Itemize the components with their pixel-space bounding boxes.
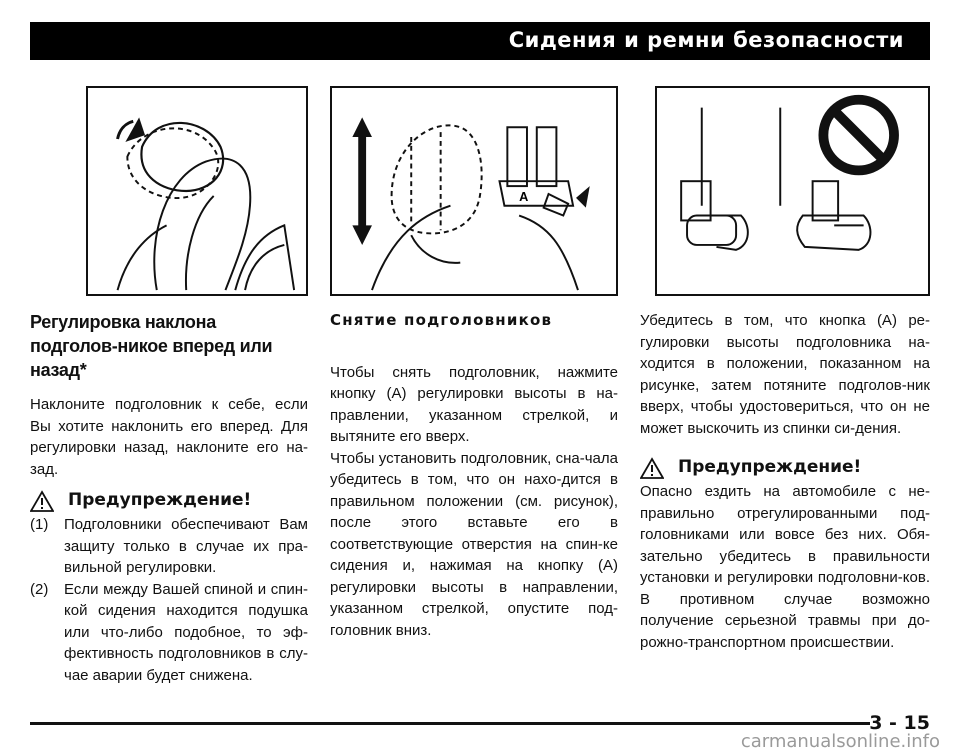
column-headrest-removal xyxy=(330,310,618,641)
warning-item-number: (1) xyxy=(30,516,49,533)
warning-block-2 xyxy=(640,457,930,479)
warning-title-1: Предупреждение! xyxy=(68,490,252,511)
watermark: carmanualsonline.info xyxy=(740,731,940,752)
callout-label-a: A xyxy=(519,188,529,204)
headrest-removal-illustration xyxy=(332,88,616,294)
page-number: 3 - 15 xyxy=(869,712,930,734)
header-bar xyxy=(30,22,930,60)
removal-heading: Снятие подголовников xyxy=(330,311,553,329)
warning-item-text: Подголовники обеспечивают Вам защиту только в случае их пра-вильной регулировки. xyxy=(64,516,308,576)
warning-item-number: (2) xyxy=(30,580,49,598)
figure-button-position xyxy=(655,86,930,296)
check-paragraph: Убедитесь в том, что кнопка (А) ре-гулировки высоты подголовника на-ходится в положении, показанном на рисунке, затем потяните подголов-ник вверх, чтобы удостовериться, что он не может выскочить из спинки си-дения. xyxy=(640,312,930,437)
warning-title-2: Предупреждение! xyxy=(678,457,862,478)
column-button-check xyxy=(640,310,930,653)
figure-headrest-removal xyxy=(330,86,618,296)
tilt-instructions: Наклоните подголовник к себе, если Вы хотите наклонить его вперед. Для регулировки назад, наклоните его на-зад. xyxy=(30,396,308,478)
warning-item-1 xyxy=(30,514,308,579)
warning-item-2 xyxy=(30,579,308,687)
warning-triangle-icon xyxy=(640,457,664,479)
warning-text-2: Опасно ездить на автомобиле с не-правильно отрегулированными под-головниками или вовсе без них. Обя-зательно убедитесь в правильности установки и регулировки подголовни-ков. В противном случае возможно получение серьезной травмы при до-рожно-транспортном происшествии. xyxy=(640,483,930,651)
removal-paragraph-1: Чтобы снять подголовник, нажмите кнопку (А) регулировки высоты в на-правлении, указанном стрелкой, и вытяните его вверх. xyxy=(330,363,618,445)
headrest-tilt-illustration xyxy=(88,88,306,294)
column-tilt-adjustment xyxy=(30,310,308,686)
section-title: Сидения и ремни безопасности xyxy=(508,28,904,52)
footer-rule xyxy=(30,722,870,725)
figure-headrest-tilt xyxy=(86,86,308,296)
removal-paragraph-2: Чтобы установить подголовник, сна-чала убедитесь в том, что он нахо-дится в правильном положении (см. рисунок), после этого вставьте его в соответствующие отверстия на спин-ке сидения и, нажимая на кнопку (А) регулировки высоты в направлении, указанном стрелкой, опустите под-головник вниз. xyxy=(330,449,618,639)
warning-triangle-icon xyxy=(30,490,54,512)
button-position-illustration xyxy=(657,88,928,294)
warning-block-1 xyxy=(30,490,308,512)
tilt-heading: Регулировка наклона подголов-никое вперед или назад* xyxy=(30,312,273,380)
warning-item-text: Если между Вашей спиной и спин-кой сидения находится подушка или что-либо подобное, то эф-фективность подголовников в слу-чае аварии будет снижена. xyxy=(64,580,308,684)
